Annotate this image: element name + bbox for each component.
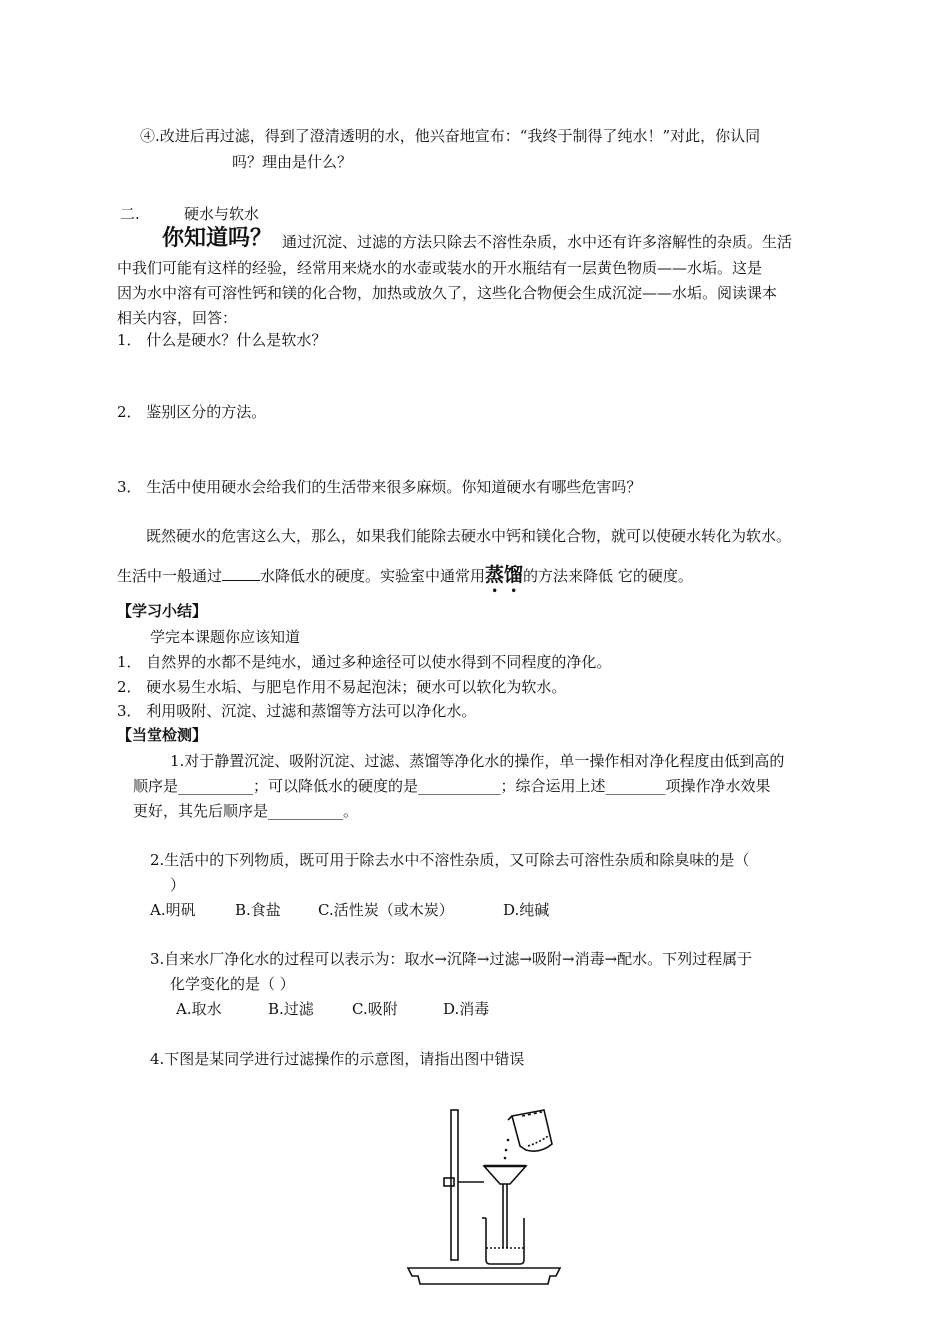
summary-heading: 【学习小结】 xyxy=(117,602,208,620)
summary-intro: 学完本课题你应该知道 xyxy=(150,628,301,646)
know-line4: 相关内容，回答： xyxy=(117,309,238,327)
beaker-liquid xyxy=(528,1136,548,1146)
know-line1: 通过沉淀、过滤的方法只除去不溶性杂质，水中还有许多溶解性的杂质。生活 xyxy=(282,233,793,251)
test3-line1: 3.自来水厂净化水的过程可以表示为：取水→沉降→过滤→吸附→消毒→配水。下列过程属于 xyxy=(150,950,753,968)
know-lead-text: 你知道吗？ xyxy=(162,226,273,251)
section-number: 二. xyxy=(120,205,140,223)
test2-option-d[interactable]: D.纯碱 xyxy=(503,901,550,919)
know-lead xyxy=(162,226,272,253)
test2-option-a[interactable]: A.明矾 xyxy=(150,901,196,919)
para-line2-b: 水降低水的硬度。实验室中通常用 xyxy=(260,567,486,585)
question-1: 1． 什么是硬水？什么是软水？ xyxy=(117,331,327,349)
q4-line1: ④.改进后再过滤，得到了澄清透明的水，他兴奋地宣布：“我终于制得了纯水！”对此，你认同 xyxy=(140,127,761,145)
summary-item-3: 3． 利用吸附、沉淀、过滤和蒸馏等方法可以净化水。 xyxy=(117,702,477,720)
para-line2 xyxy=(117,563,693,597)
question-2: 2． 鉴别区分的方法。 xyxy=(117,403,267,421)
test-heading: 【当堂检测】 xyxy=(117,726,208,744)
test1-line3: 更好，其先后顺序是__________。 xyxy=(133,802,359,820)
know-line3: 因为水中溶有可溶性钙和镁的化合物，加热或放久了，这些化合物便会生成沉淀——水垢。阅读课本 xyxy=(117,284,778,302)
test2-line2: ） xyxy=(170,876,186,894)
test3-option-d[interactable]: D.消毒 xyxy=(443,1000,490,1018)
funnel-cone xyxy=(484,1166,526,1184)
para-line2-c: 的方法来降低 它的硬度。 xyxy=(523,567,693,585)
test2-option-c[interactable]: C.活性炭（或木炭） xyxy=(318,901,454,919)
q4-line2: 吗？理由是什么？ xyxy=(232,153,353,171)
test3-option-b[interactable]: B.过滤 xyxy=(268,1000,314,1018)
stand-base xyxy=(408,1268,560,1284)
question-3: 3． 生活中使用硬水会给我们的生活带来很多麻烦。你知道硬水有哪些危害吗？ xyxy=(117,478,642,496)
test1-line1: 1.对于静置沉淀、吸附沉淀、过滤、蒸馏等净化水的操作，单一操作相对净化程度由低到高的 xyxy=(170,752,785,770)
filtration-apparatus-diagram-icon xyxy=(400,1100,570,1290)
distill-emphasis: 蒸馏 xyxy=(485,564,524,586)
para-line1: 既然硬水的危害这么大，那么，如果我们能除去硬水中钙和镁化合物，就可以使硬水转化为软水。 xyxy=(146,527,792,545)
summary-item-1: 1． 自然界的水都不是纯水，通过多种途径可以使水得到不同程度的净化。 xyxy=(117,653,612,671)
beaker xyxy=(486,1218,524,1264)
summary-item-2: 2． 硬水易生水垢、与肥皂作用不易起泡沫；硬水可以软化为软水。 xyxy=(117,678,567,696)
test3-option-a[interactable]: A.取水 xyxy=(176,1000,222,1018)
clamp xyxy=(444,1178,454,1186)
test4-line1: 4.下图是某同学进行过滤操作的示意图，请指出图中错误 xyxy=(150,1050,525,1068)
test3-line2: 化学变化的是（ ） xyxy=(170,975,295,993)
know-line2: 中我们可能有这样的经验，经常用来烧水的水壶或装水的开水瓶结有一层黄色物质——水垢。这是 xyxy=(117,259,763,277)
pouring-beaker xyxy=(512,1110,552,1151)
answer-blank[interactable] xyxy=(222,564,260,581)
test2-option-b[interactable]: B.食盐 xyxy=(235,901,281,919)
test2-line1: 2.生活中的下列物质，既可用于除去水中不溶性杂质，又可除去可溶性杂质和除臭味的是（ xyxy=(150,851,750,869)
test3-option-c[interactable]: C.吸附 xyxy=(352,1000,398,1018)
para-line2-a: 生活中一般通过 xyxy=(117,567,223,585)
test1-line2: 顺序是__________；可以降低水的硬度的是___________；综合运用上述________项操作净水效果 xyxy=(133,777,771,795)
section-title: 硬水与软水 xyxy=(184,205,260,223)
funnel-stem xyxy=(503,1184,507,1248)
